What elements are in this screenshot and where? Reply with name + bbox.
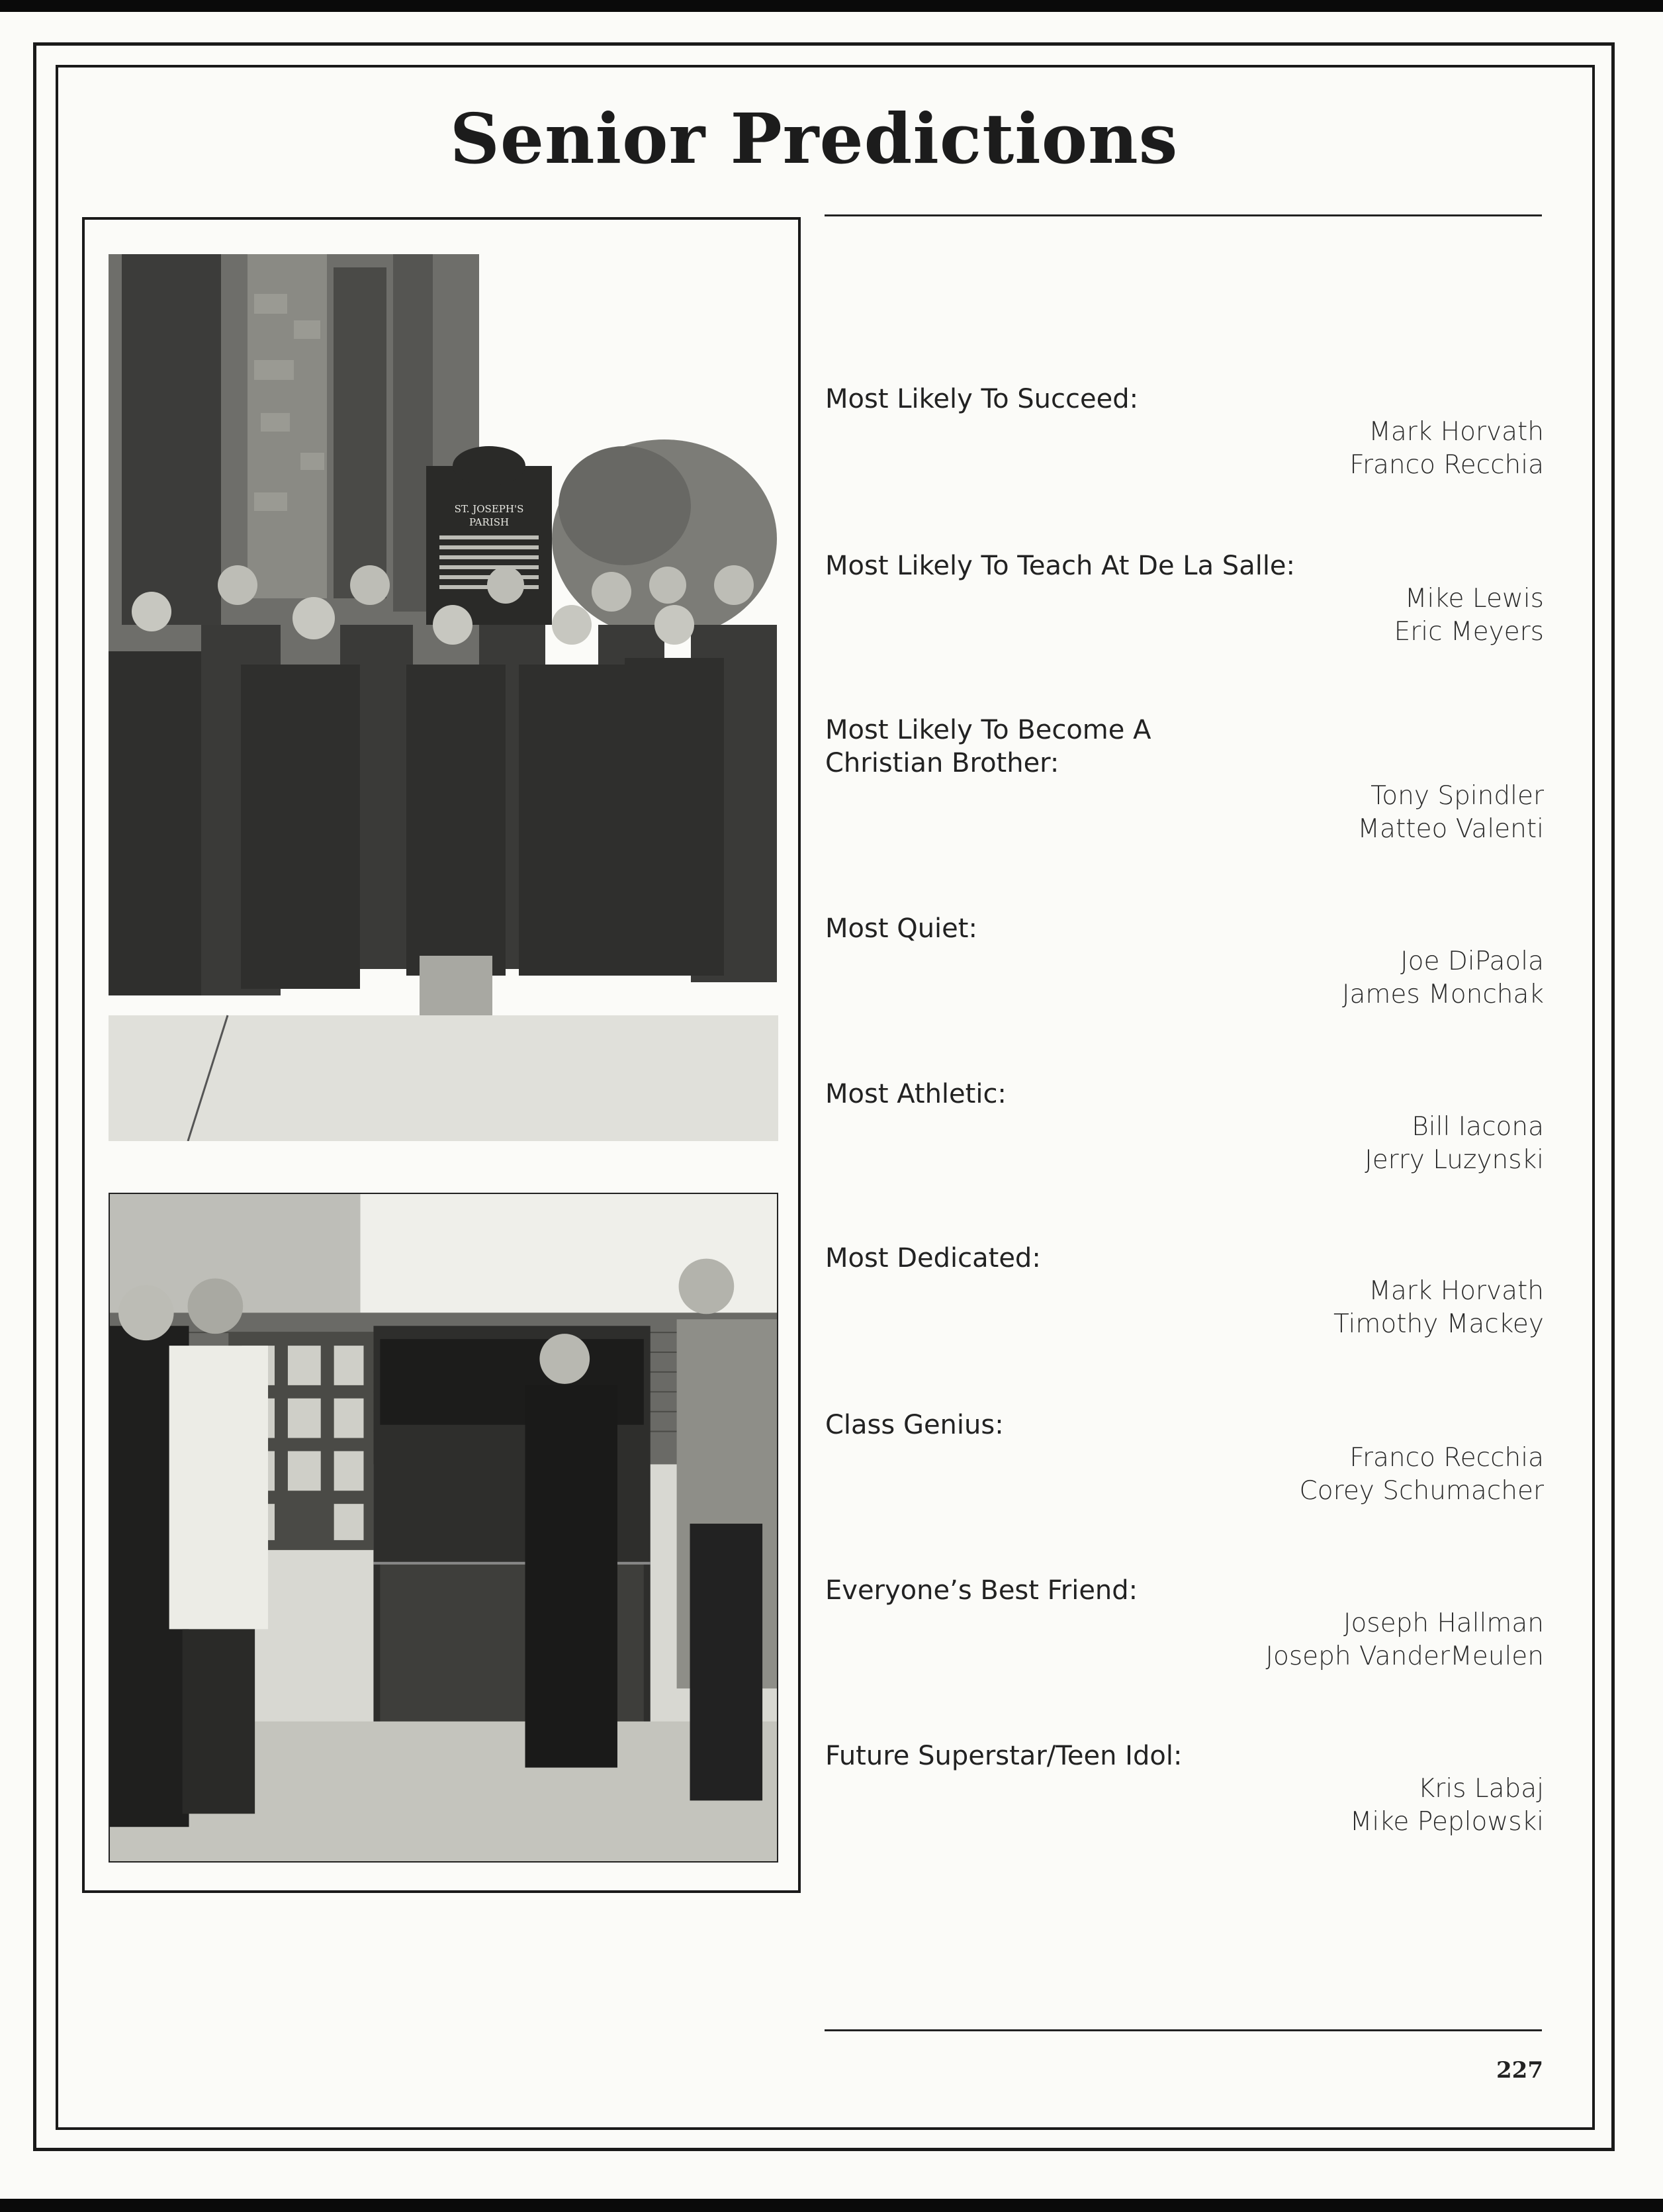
name: Mike Peplowski bbox=[1349, 1807, 1544, 1837]
name: Tony Spindler bbox=[1371, 781, 1544, 811]
names-class-genius bbox=[948, 1442, 1544, 1508]
category-line: Most Likely To Become A bbox=[825, 715, 1151, 745]
name: Bill Iacona bbox=[1412, 1112, 1544, 1142]
name: Joseph Hallman bbox=[1343, 1608, 1544, 1638]
photo-display-case bbox=[109, 1193, 778, 1863]
name: James Monchak bbox=[1342, 980, 1544, 1009]
name: Mark Horvath bbox=[1369, 417, 1544, 447]
name: Corey Schumacher bbox=[1299, 1476, 1544, 1506]
name: Joseph VanderMeulen bbox=[1265, 1641, 1544, 1671]
names-most-athletic bbox=[948, 1111, 1544, 1177]
names-future-superstar bbox=[948, 1773, 1544, 1839]
name: Franco Recchia bbox=[1349, 1443, 1544, 1473]
category-most-likely-to-teach: Most Likely To Teach At De La Salle: bbox=[825, 551, 1296, 581]
category-most-quiet: Most Quiet: bbox=[825, 913, 977, 944]
page-title: Senior Predictions bbox=[449, 98, 1179, 179]
marker-sign-line2: PARISH bbox=[469, 516, 510, 528]
category-line: Christian Brother: bbox=[825, 748, 1059, 778]
name: Matteo Valenti bbox=[1357, 814, 1544, 844]
category-most-likely-to-succeed: Most Likely To Succeed: bbox=[825, 384, 1139, 414]
category-best-friend: Everyone’s Best Friend: bbox=[825, 1575, 1138, 1606]
names-christian-brother bbox=[948, 780, 1544, 846]
group-photo-graduates bbox=[109, 254, 778, 1141]
name: Joe DiPaola bbox=[1400, 946, 1544, 976]
name: Franco Recchia bbox=[1349, 450, 1544, 480]
top-rule bbox=[825, 214, 1542, 216]
names-best-friend bbox=[948, 1607, 1544, 1673]
names-most-likely-to-succeed bbox=[948, 416, 1544, 482]
names-most-likely-to-teach bbox=[948, 582, 1544, 649]
photo-panel bbox=[82, 217, 801, 1893]
yearbook-page bbox=[0, 12, 1663, 2199]
name: Mark Horvath bbox=[1369, 1276, 1544, 1306]
page-number: 227 bbox=[1496, 2057, 1543, 2084]
category-class-genius: Class Genius: bbox=[825, 1410, 1004, 1440]
category-most-dedicated: Most Dedicated: bbox=[825, 1243, 1041, 1273]
name: Kris Labaj bbox=[1417, 1774, 1544, 1804]
category-future-superstar: Future Superstar/Teen Idol: bbox=[825, 1741, 1183, 1771]
names-most-dedicated bbox=[948, 1275, 1544, 1341]
category-christian-brother bbox=[825, 714, 1553, 780]
names-most-quiet bbox=[948, 945, 1544, 1011]
name: Jerry Luzynski bbox=[1365, 1145, 1544, 1175]
name: Mike Lewis bbox=[1404, 584, 1544, 614]
name: Timothy Mackey bbox=[1333, 1309, 1544, 1339]
category-most-athletic: Most Athletic: bbox=[825, 1079, 1007, 1109]
bottom-rule bbox=[825, 2029, 1542, 2031]
name: Eric Meyers bbox=[1394, 617, 1544, 647]
marker-sign-line1: ST. JOSEPH'S bbox=[454, 503, 524, 515]
